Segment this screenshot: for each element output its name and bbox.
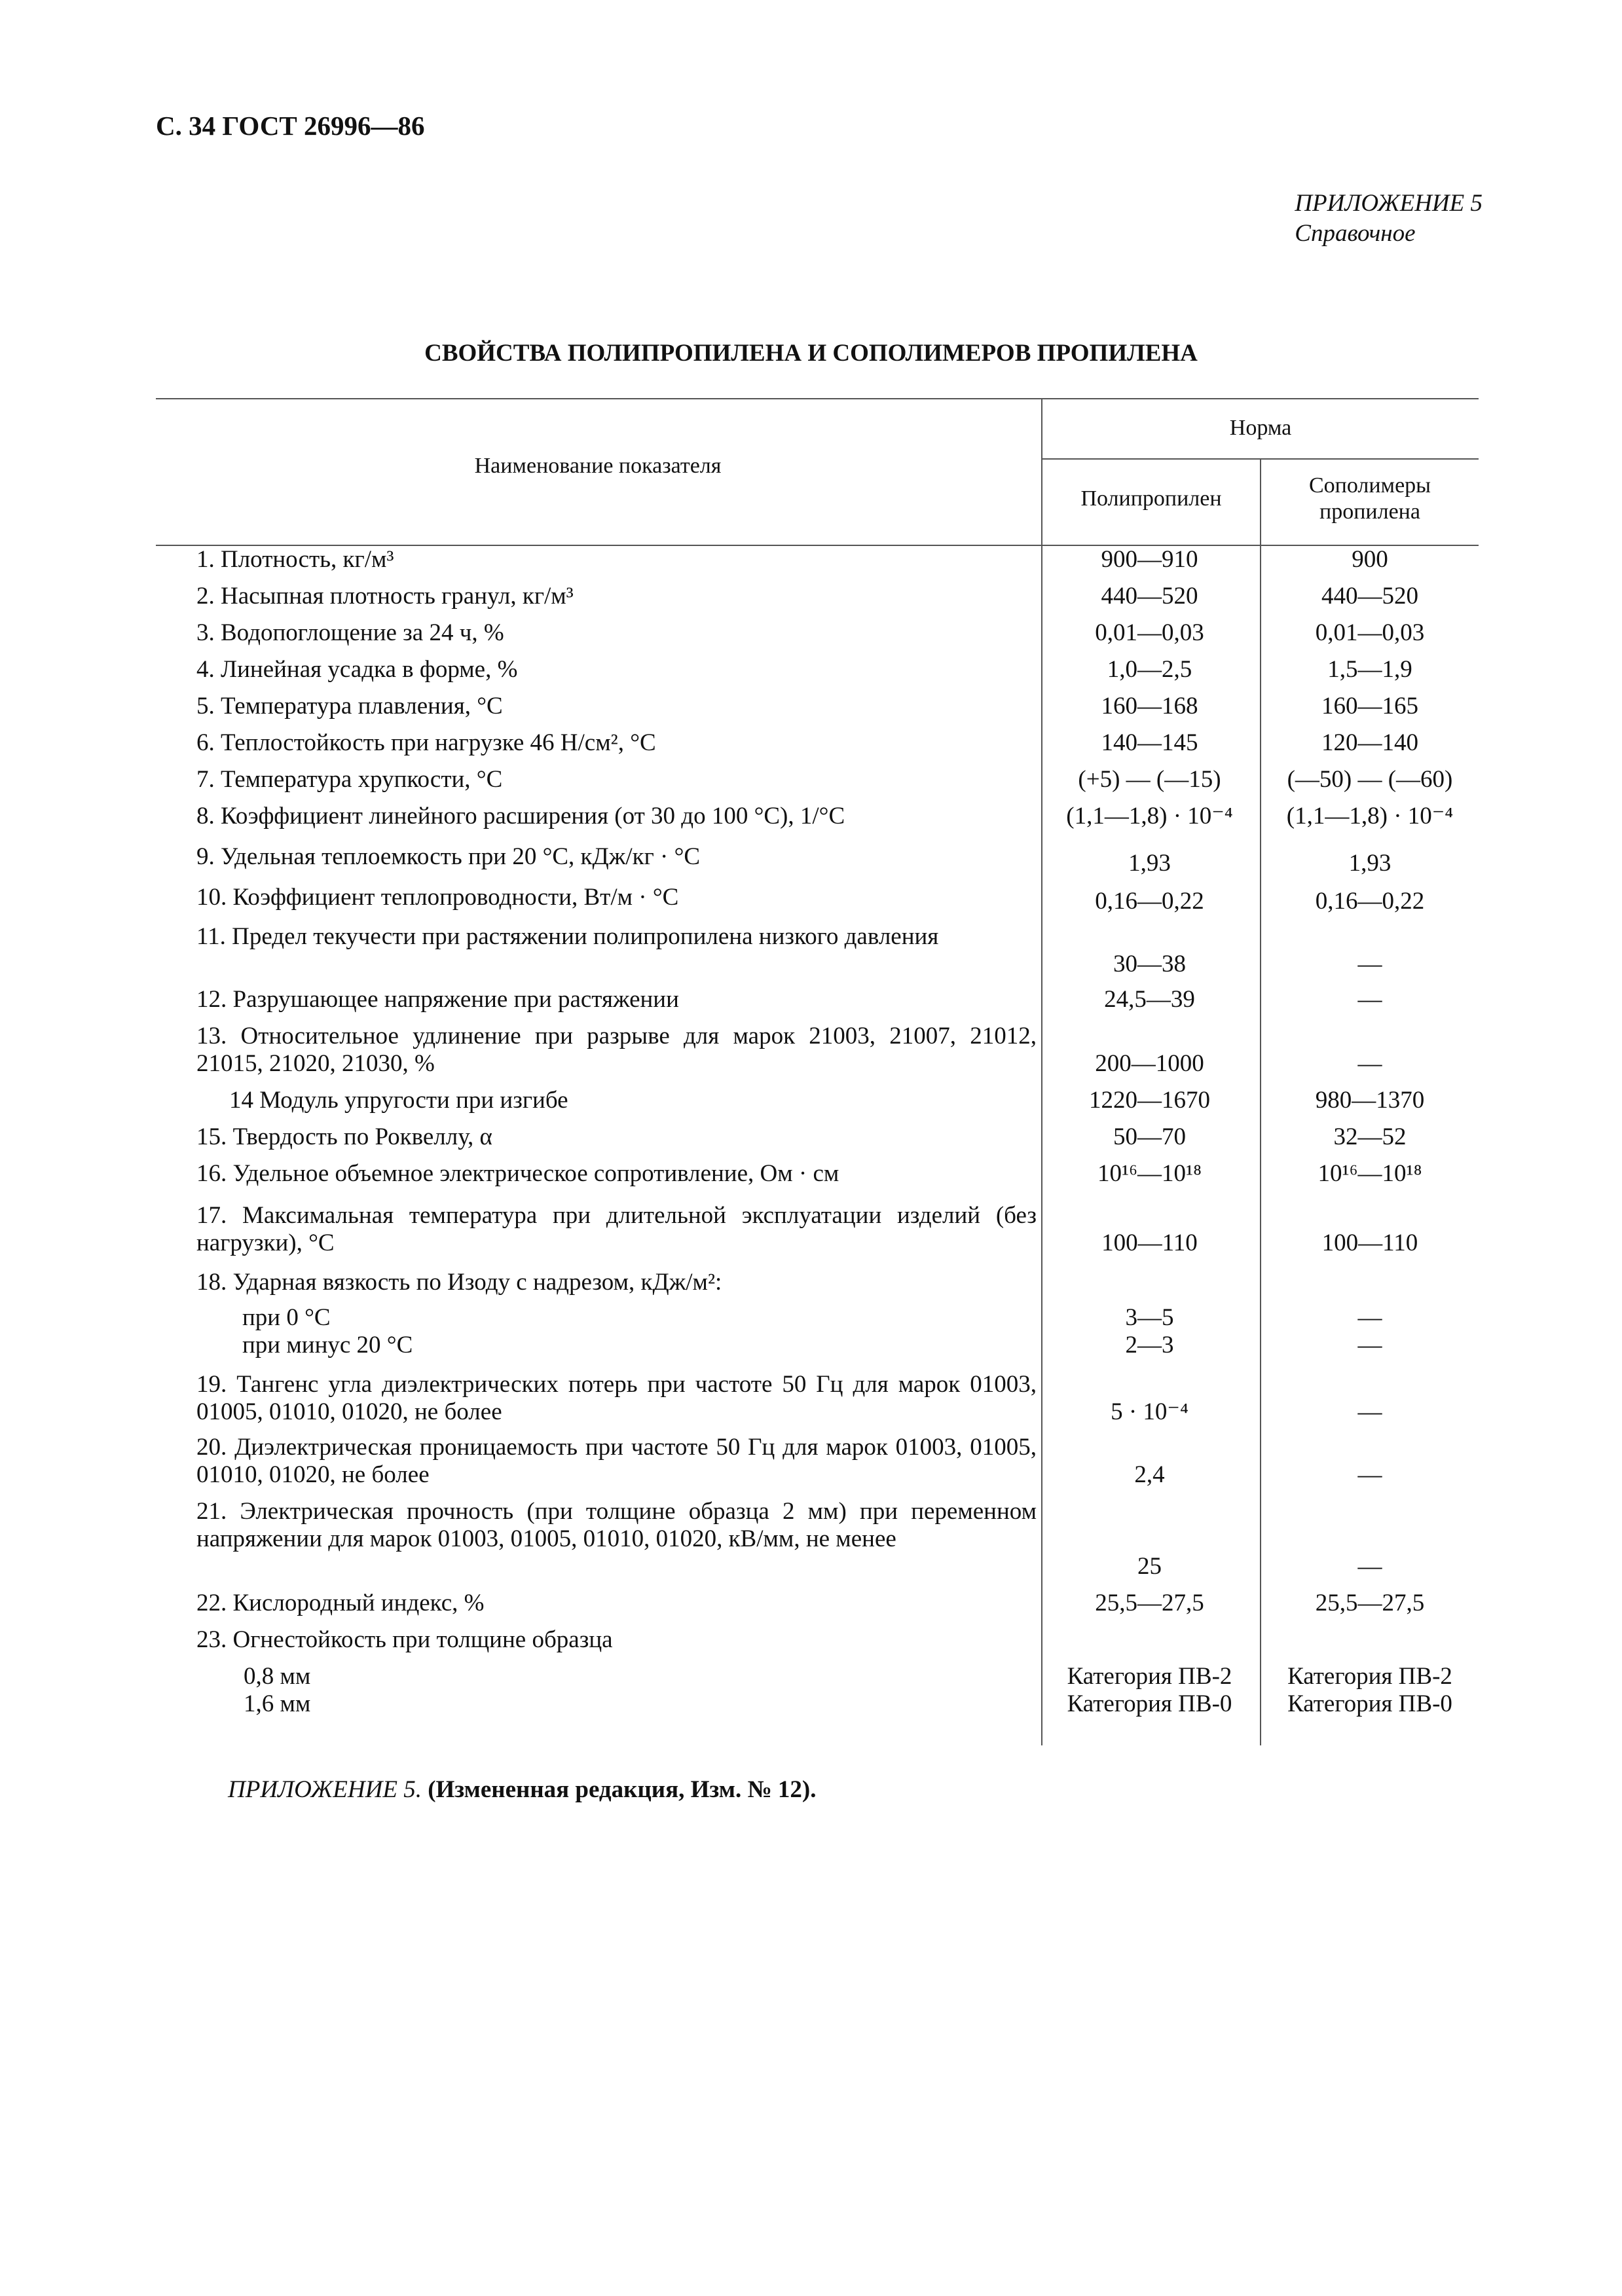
- row-name: 15. Твердость по Роквеллу, α: [196, 1123, 492, 1150]
- row-name: 1. Плотность, кг/м³: [196, 546, 394, 573]
- row-cp: (—50) — (—60): [1287, 766, 1453, 793]
- row-name: 12. Разрушающее напряжение при растяжении: [196, 986, 679, 1013]
- row-pp: 0,16—0,22: [1095, 888, 1204, 915]
- row-pp: 200—1000: [1095, 1050, 1204, 1077]
- row-cp: 900: [1352, 546, 1388, 573]
- row-name: 7. Температура хрупкости, °С: [196, 766, 503, 793]
- row-cp: Категория ПВ-0: [1287, 1690, 1452, 1717]
- row-name: 0,8 мм: [244, 1663, 311, 1690]
- row-name: 22. Кислородный индекс, %: [196, 1590, 485, 1616]
- row-name: 23. Огнестойкость при толщине образца: [196, 1626, 613, 1653]
- row-pp: 5 · 10⁻⁴: [1111, 1398, 1189, 1425]
- row-pp: 25: [1137, 1553, 1162, 1580]
- row-cp: —: [1357, 1398, 1382, 1425]
- row-pp: Категория ПВ-2: [1067, 1663, 1232, 1690]
- row-name: 8. Коэффициент линейного расширения (от 30 до 100 °С), 1/°С: [196, 803, 845, 829]
- row-cp: —: [1357, 1461, 1382, 1488]
- page-header: С. 34 ГОСТ 26996—86: [156, 111, 425, 141]
- row-cp: 10¹⁶—10¹⁸: [1318, 1160, 1422, 1187]
- row-pp: 30—38: [1113, 951, 1186, 977]
- row-pp: 10¹⁶—10¹⁸: [1097, 1160, 1202, 1187]
- row-name: 13. Относительное удлинение при разрыве для марок 21003, 21007, 21012, 21015, 21020, 21030, %: [196, 1023, 1037, 1077]
- appendix-type: Справочное: [1295, 220, 1416, 247]
- row-name: 19. Тангенс угла диэлектрических потерь при частоте 50 Гц для марок 01003, 01005, 01010, 01020, не более: [196, 1371, 1037, 1425]
- row-pp: 140—145: [1101, 729, 1198, 756]
- footnote: [228, 1776, 816, 1804]
- header-copolymers-line1: Сополимеры: [1308, 473, 1431, 498]
- row-pp: 1,93: [1128, 850, 1171, 877]
- footnote-revision: (Измененная редакция, Изм. № 12).: [428, 1776, 817, 1803]
- header-copolymers-line2: пропилена: [1319, 500, 1420, 524]
- row-pp: 50—70: [1113, 1123, 1186, 1150]
- row-cp: 1,5—1,9: [1327, 656, 1412, 683]
- row-name: 18. Ударная вязкость по Изоду с надрезом, кДж/м²:: [196, 1269, 722, 1296]
- row-cp: 1,93: [1348, 850, 1392, 877]
- row-cp: 0,16—0,22: [1315, 888, 1425, 915]
- row-cp: 160—165: [1321, 693, 1418, 720]
- properties-table: [156, 398, 1479, 1747]
- row-name: 1,6 мм: [244, 1690, 311, 1717]
- footnote-appendix: ПРИЛОЖЕНИЕ 5.: [228, 1776, 422, 1803]
- row-name: при минус 20 °С: [242, 1332, 413, 1358]
- row-cp: —: [1357, 1553, 1382, 1580]
- row-pp: 2—3: [1125, 1332, 1174, 1358]
- row-name: 21. Электрическая прочность (при толщине образца 2 мм) при переменном напряжении для марок 01003, 01005, 01010, 01020, кВ/мм, не менее: [196, 1498, 1037, 1552]
- row-name: 16. Удельное объемное электрическое сопротивление, Ом · см: [196, 1160, 839, 1187]
- row-pp: 440—520: [1101, 583, 1198, 610]
- row-pp: 1220—1670: [1089, 1087, 1210, 1114]
- row-name: 9. Удельная теплоемкость при 20 °С, кДж/кг · °С: [196, 843, 701, 870]
- row-name: при 0 °С: [242, 1304, 331, 1331]
- row-cp: (1,1—1,8) · 10⁻⁴: [1286, 803, 1454, 829]
- row-name: 20. Диэлектрическая проницаемость при частоте 50 Гц для марок 01003, 01005, 01010, 01020, не более: [196, 1434, 1037, 1488]
- row-name: 2. Насыпная плотность гранул, кг/м³: [196, 583, 574, 610]
- row-cp: 25,5—27,5: [1315, 1590, 1425, 1616]
- row-cp: —: [1357, 951, 1382, 977]
- appendix-number: ПРИЛОЖЕНИЕ 5: [1295, 190, 1483, 217]
- header-copolymers: [1261, 473, 1479, 525]
- row-pp: Категория ПВ-0: [1067, 1690, 1232, 1717]
- table-top-rule: [156, 398, 1479, 399]
- row-name: 10. Коэффициент теплопроводности, Вт/м · °С: [196, 884, 679, 911]
- row-pp: (1,1—1,8) · 10⁻⁴: [1066, 803, 1233, 829]
- appendix-label: [1295, 189, 1483, 249]
- row-name: 11. Предел текучести при растяжении полипропилена низкого давления: [196, 923, 939, 950]
- row-cp: 120—140: [1321, 729, 1418, 756]
- row-cp: 0,01—0,03: [1315, 619, 1425, 646]
- row-cp: —: [1357, 1050, 1382, 1077]
- header-norm: Норма: [1229, 416, 1292, 440]
- row-cp: —: [1357, 1332, 1382, 1358]
- row-name: 5. Температура плавления, °С: [196, 693, 503, 720]
- row-cp: —: [1357, 1304, 1382, 1331]
- row-pp: 0,01—0,03: [1095, 619, 1204, 646]
- row-pp: 100—110: [1101, 1230, 1198, 1256]
- row-cp: 32—52: [1333, 1123, 1407, 1150]
- row-pp: 2,4: [1134, 1461, 1165, 1488]
- row-cp: Категория ПВ-2: [1287, 1663, 1452, 1690]
- row-cp: 100—110: [1321, 1230, 1418, 1256]
- row-pp: 25,5—27,5: [1095, 1590, 1204, 1616]
- row-pp: 3—5: [1125, 1304, 1174, 1331]
- row-pp: 24,5—39: [1104, 986, 1195, 1013]
- row-pp: 1,0—2,5: [1107, 656, 1192, 683]
- row-name: 17. Максимальная температура при длительной эксплуатации изделий (без нагрузки), °С: [196, 1202, 1037, 1256]
- row-name: 4. Линейная усадка в форме, %: [196, 656, 518, 683]
- document-title: СВОЙСТВА ПОЛИПРОПИЛЕНА И СОПОЛИМЕРОВ ПРОПИЛЕНА: [424, 340, 1198, 367]
- row-cp: —: [1357, 986, 1382, 1013]
- row-cp: 440—520: [1321, 583, 1418, 610]
- row-cp: 980—1370: [1315, 1087, 1425, 1114]
- row-pp: 160—168: [1101, 693, 1198, 720]
- header-name: Наименование показателя: [474, 454, 722, 478]
- row-name: 14 Модуль упругости при изгибе: [229, 1087, 568, 1114]
- row-pp: 900—910: [1101, 546, 1198, 573]
- row-pp: (+5) — (—15): [1078, 766, 1221, 793]
- column-divider-1: [1041, 398, 1042, 1745]
- row-name: 3. Водопоглощение за 24 ч, %: [196, 619, 504, 646]
- row-name: 6. Теплостойкость при нагрузке 46 Н/см², °С: [196, 729, 656, 756]
- header-polypropylene: Полипропилен: [1080, 486, 1222, 511]
